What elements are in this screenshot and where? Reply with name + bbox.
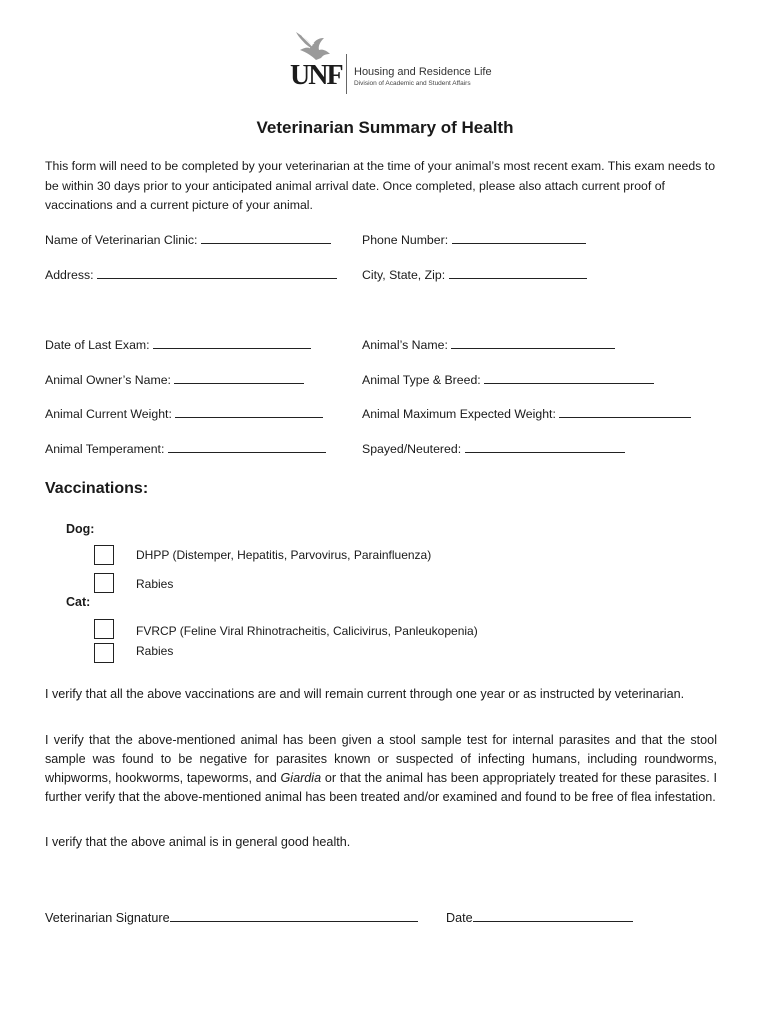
last-exam-label: Date of Last Exam:: [45, 338, 150, 352]
temperament-blank[interactable]: [168, 440, 326, 453]
dog-rabies-checkbox[interactable]: [94, 573, 114, 593]
temperament-label: Animal Temperament:: [45, 442, 165, 456]
city-blank[interactable]: [449, 266, 587, 279]
osprey-icon: [292, 30, 342, 64]
phone-field[interactable]: [362, 231, 586, 247]
unf-logo: [290, 30, 490, 96]
clinic-field[interactable]: [45, 231, 331, 247]
logo-division: Division of Academic and Student Affairs: [354, 80, 471, 87]
vaccinations-heading: Vaccinations:: [45, 480, 149, 497]
fvrcp-checkbox[interactable]: [94, 619, 114, 639]
page-title: Veterinarian Summary of Health: [256, 118, 514, 137]
fvrcp-label: FVRCP (Feline Viral Rhinotracheitis, Calicivirus, Panleukopenia): [136, 624, 478, 638]
owner-label: Animal Owner’s Name:: [45, 373, 171, 387]
last-exam-blank[interactable]: [153, 336, 311, 349]
signature-blank[interactable]: [170, 909, 418, 922]
animal-name-label: Animal’s Name:: [362, 338, 448, 352]
parasite-statement: [45, 731, 717, 807]
type-breed-field[interactable]: [362, 371, 654, 387]
weight-field[interactable]: [45, 405, 323, 421]
animal-name-blank[interactable]: [451, 336, 615, 349]
clinic-blank[interactable]: [201, 231, 331, 244]
signature-field[interactable]: [45, 909, 418, 925]
last-exam-field[interactable]: [45, 336, 311, 352]
spayed-label: Spayed/Neutered:: [362, 442, 462, 456]
dog-rabies-label: Rabies: [136, 577, 174, 591]
clinic-label: Name of Veterinarian Clinic:: [45, 233, 198, 247]
dhpp-label: DHPP (Distemper, Hepatitis, Parvovirus, Parainfluenza): [136, 548, 432, 562]
signature-label: Veterinarian Signature: [45, 911, 170, 925]
animal-name-field[interactable]: [362, 336, 615, 352]
dog-label: Dog:: [66, 522, 95, 536]
address-label: Address:: [45, 268, 94, 282]
parasite-statement-part1: I verify that the above-mentioned animal has been given a stool sample test for internal parasites and that the stool sample was found to be negative for parasites known or suspected of infecting humans, including roundworms, whipworms, hookworms, tapeworms, and: [45, 733, 717, 785]
phone-label: Phone Number:: [362, 233, 449, 247]
max-weight-blank[interactable]: [559, 405, 691, 418]
date-field[interactable]: [446, 909, 633, 925]
parasite-statement-part2: or that the animal has been appropriately treated for these parasites. I further verify that the above-mentioned animal has been treated and/or examined and found to be free of flea infestation.: [45, 771, 717, 804]
city-label: City, State, Zip:: [362, 268, 446, 282]
max-weight-field[interactable]: [362, 405, 691, 421]
address-field[interactable]: [45, 266, 337, 282]
giardia-term: Giardia: [280, 771, 322, 785]
type-breed-label: Animal Type & Breed:: [362, 373, 481, 387]
owner-field[interactable]: [45, 371, 304, 387]
dhpp-checkbox[interactable]: [94, 545, 114, 565]
phone-blank[interactable]: [452, 231, 586, 244]
intro-text: This form will need to be completed by your veterinarian at the time of your animal’s most recent exam. This exam needs to be within 30 days prior to your anticipated animal arrival date. Once completed, please also attach current proof of vaccinations and a current picture of your animal.: [45, 159, 716, 212]
spayed-field[interactable]: [362, 440, 625, 456]
type-breed-blank[interactable]: [484, 371, 654, 384]
health-statement: I verify that the above animal is in general good health.: [45, 835, 351, 849]
max-weight-label: Animal Maximum Expected Weight:: [362, 407, 556, 421]
logo-mark: UNF: [290, 60, 342, 91]
logo-department: Housing and Residence Life: [354, 66, 492, 78]
date-label: Date: [446, 911, 473, 925]
weight-blank[interactable]: [175, 405, 323, 418]
owner-blank[interactable]: [174, 371, 304, 384]
cat-rabies-label: Rabies: [136, 644, 174, 658]
address-blank[interactable]: [97, 266, 337, 279]
cat-rabies-checkbox[interactable]: [94, 643, 114, 663]
vaccination-statement: I verify that all the above vaccinations are and will remain current through one year or as instructed by veterinarian.: [45, 687, 685, 701]
city-field[interactable]: [362, 266, 587, 282]
date-blank[interactable]: [473, 909, 633, 922]
logo-divider: [346, 54, 347, 94]
cat-label: Cat:: [66, 595, 91, 609]
temperament-field[interactable]: [45, 440, 326, 456]
spayed-blank[interactable]: [465, 440, 625, 453]
weight-label: Animal Current Weight:: [45, 407, 172, 421]
